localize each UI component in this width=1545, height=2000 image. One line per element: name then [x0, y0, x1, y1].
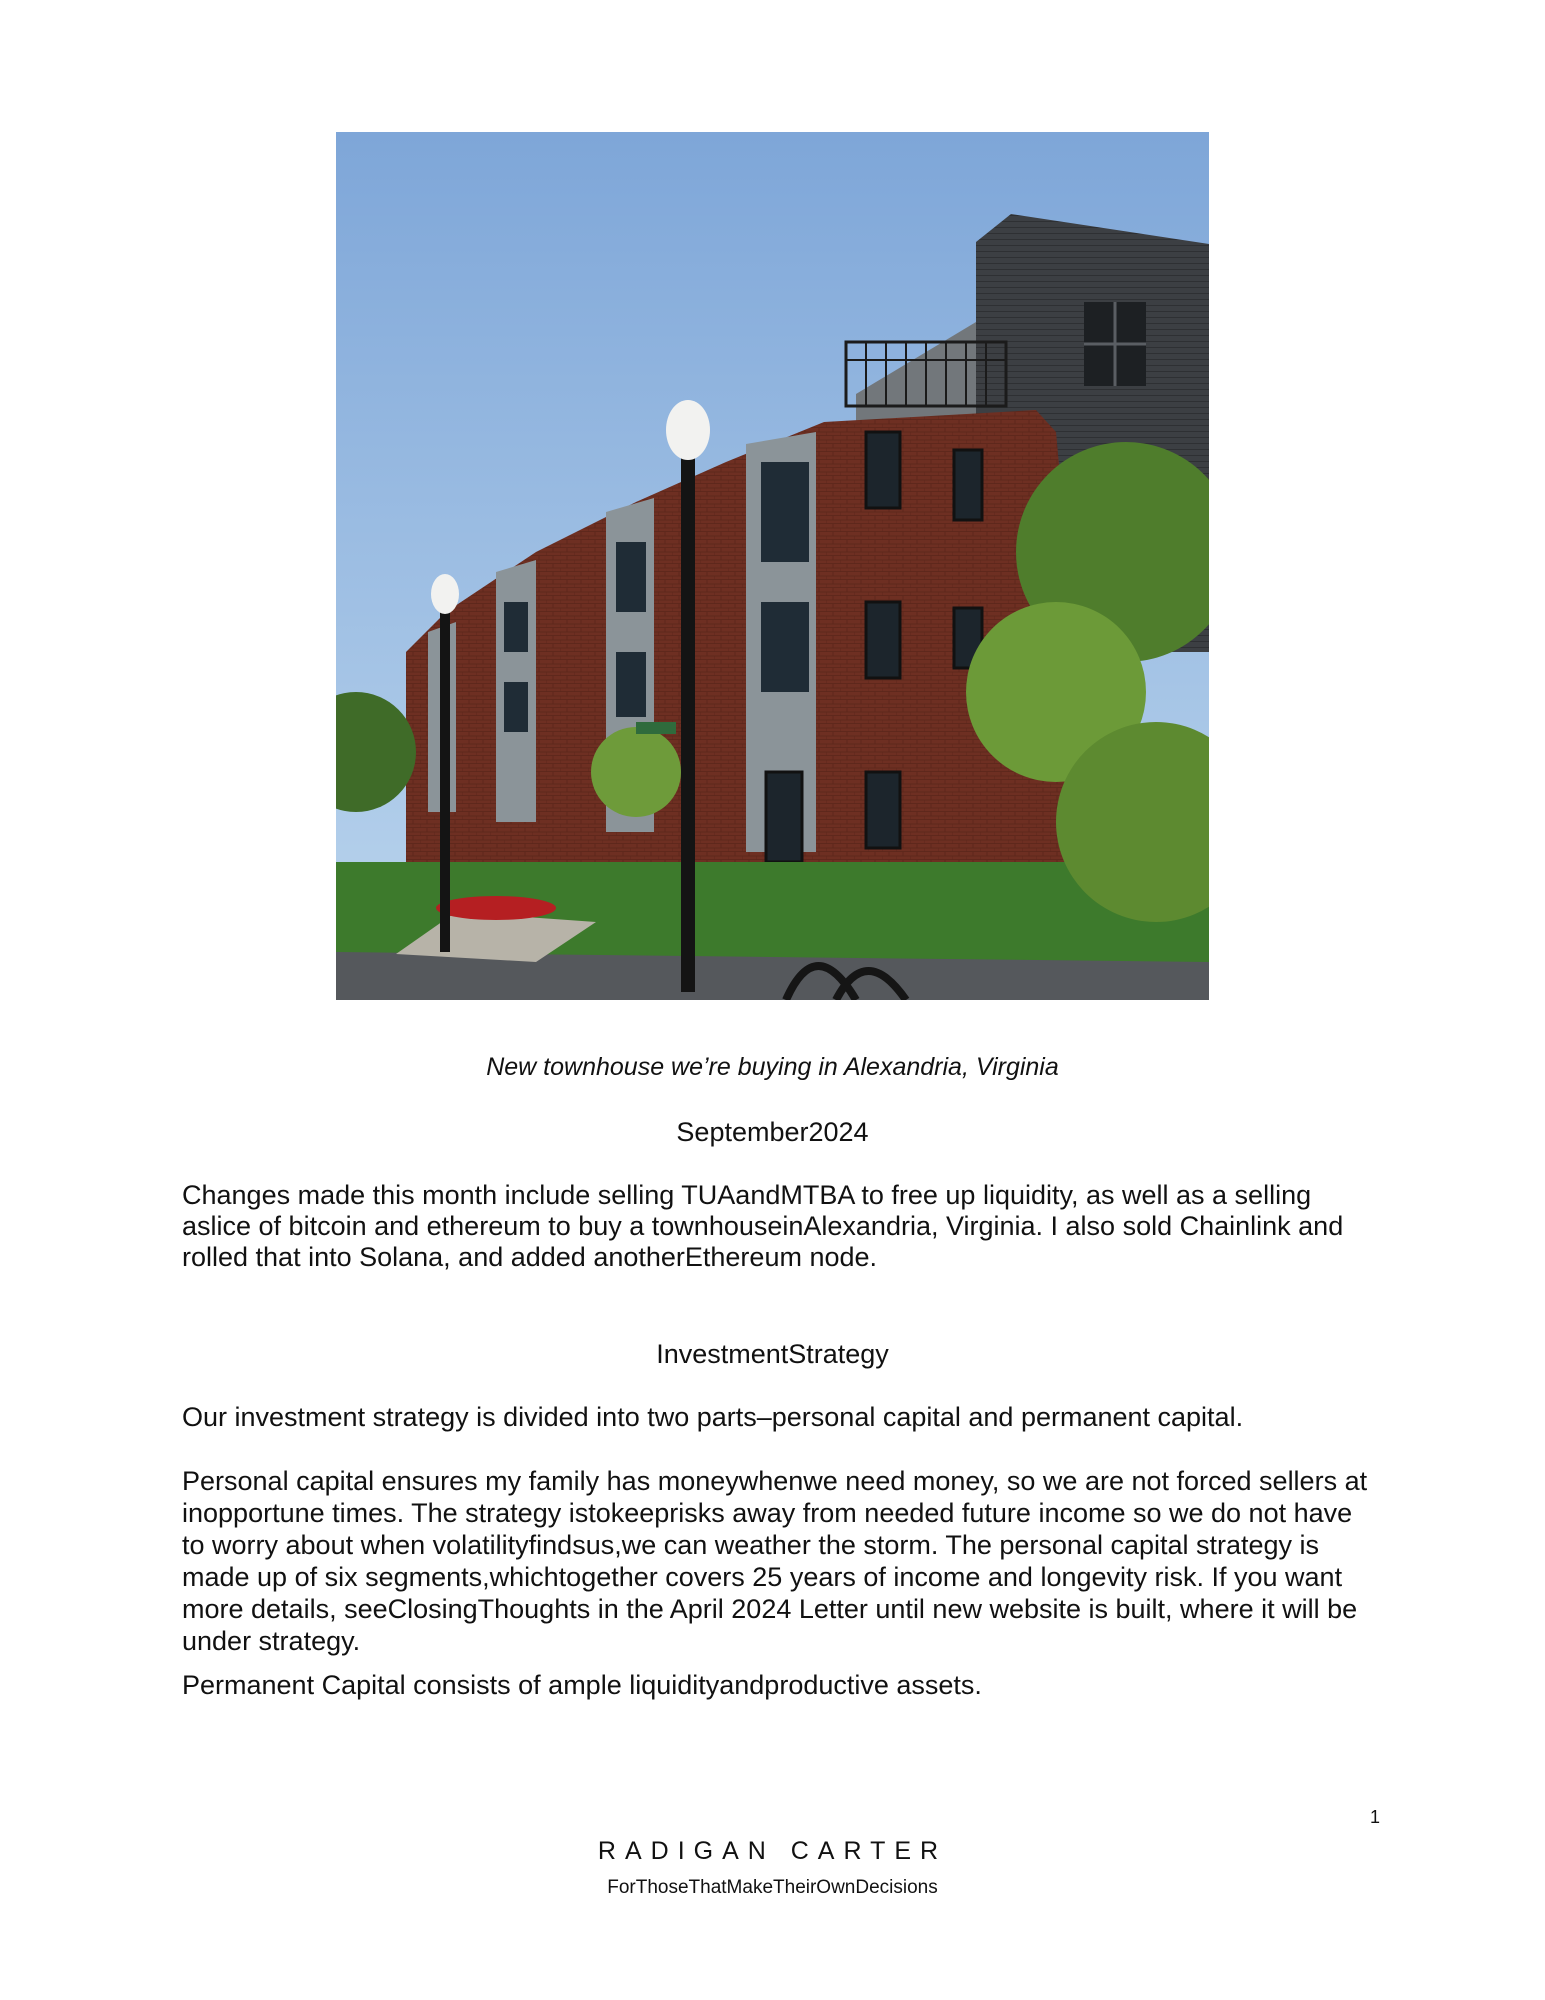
townhouse-photo: [336, 132, 1209, 1000]
strategy-paragraph: Our investment strategy is divided into two parts–personal capital and permanent capital.: [182, 1402, 1244, 1432]
month-heading: September2024: [676, 1117, 869, 1147]
page-number: 1: [1369, 1807, 1380, 1827]
photo-caption: New townhouse we’re buying in Alexandria, Virginia: [486, 1053, 1059, 1081]
footer-brand: RADIGAN CARTER: [597, 1837, 948, 1865]
strategy-heading: InvestmentStrategy: [656, 1339, 889, 1369]
permanent-capital-paragraph: Permanent Capital consists of ample liquidityandproductive assets.: [182, 1670, 982, 1700]
personal-capital-paragraph: Personal capital ensures my family has moneywhenwe need money, so we are not forced sellers at inopportune times. The strategy istokeeprisks away from needed future income so we do not have to worry about when volatilityfindsus,we can weather the storm. The personal capital strategy is made up of six segments,whichtogether covers 25 years of income and longevity risk. If you want more details, seeClosingThoughts in the April 2024 Letter until new website is built, where it will be under strategy.: [182, 1466, 1368, 1656]
changes-paragraph: Changes made this month include selling TUAandMTBA to free up liquidity, as well as a selling aslice of bitcoin and ethereum to buy a townhouseinAlexandria, Virginia. I also sold Chainlink and rolled that into Solana, and added anotherEthereum node.: [182, 1180, 1344, 1272]
footer-tagline: ForThoseThatMakeTheirOwnDecisions: [607, 1877, 938, 1898]
